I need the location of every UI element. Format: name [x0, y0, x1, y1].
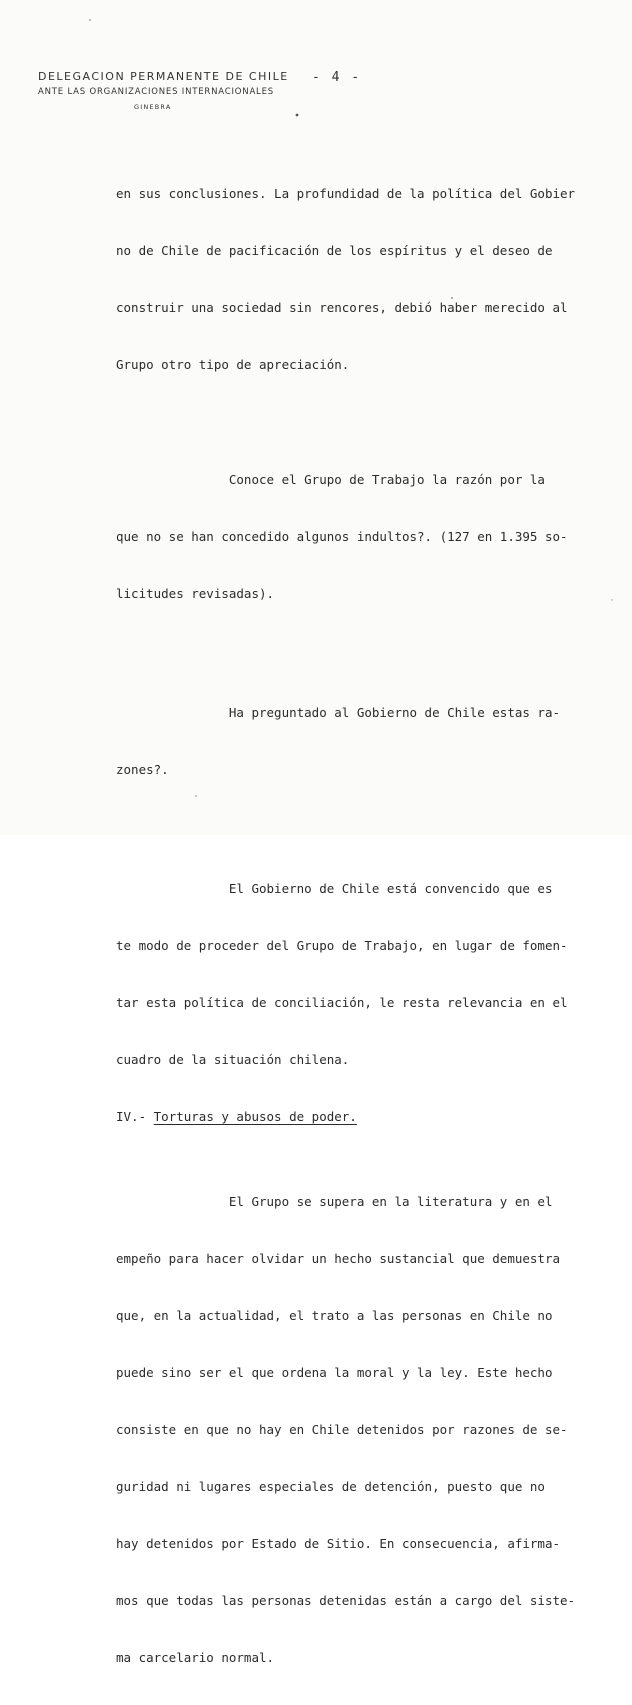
paragraph-1	[116, 146, 576, 412]
paragraph-4	[116, 841, 576, 1107]
letterhead-line-1: DELEGACION PERMANENTE DE CHILE	[38, 70, 289, 83]
section-heading	[116, 1107, 576, 1126]
text-line: El Gobierno de Chile está convencido que es	[116, 881, 553, 896]
text-line: ma carcelario normal.	[116, 1650, 275, 1665]
text-line: zones?.	[116, 762, 169, 777]
text-line: que, en la actualidad, el trato a las personas en Chile no	[116, 1308, 553, 1323]
text-line: construir una sociedad sin rencores, debió haber merecido al	[116, 300, 568, 315]
section-title: Torturas y abusos de poder.	[153, 1109, 357, 1124]
text-line: empeño para hacer olvidar un hecho sustancial que demuestra	[116, 1251, 561, 1266]
letterhead-line-2: ANTE LAS ORGANIZACIONES INTERNACIONALES	[38, 87, 274, 97]
text-line: puede sino ser el que ordena la moral y la ley. Este hecho	[116, 1365, 553, 1380]
text-line: Ha preguntado al Gobierno de Chile estas ra-	[116, 705, 561, 720]
text-line: El Grupo se supera en la literatura y en el	[116, 1194, 553, 1209]
text-line: en sus conclusiones. La profundidad de la política del Gobier	[116, 186, 576, 201]
letterhead-line-3: GINEBRA	[134, 103, 172, 111]
text-line: no de Chile de pacificación de los espíritus y el deseo de	[116, 243, 553, 258]
body-text	[116, 146, 576, 1705]
text-line: cuadro de la situación chilena.	[116, 1052, 350, 1067]
letterhead	[38, 70, 298, 111]
paragraph-2	[116, 432, 576, 641]
text-line: que no se han concedido algunos indultos?. (127 en 1.395 so-	[116, 529, 568, 544]
paragraph-5	[116, 1154, 576, 1705]
text-line: guridad ni lugares especiales de detención, puesto que no	[116, 1479, 545, 1494]
section-number: IV.-	[116, 1109, 154, 1124]
text-line: mos que todas las personas detenidas están a cargo del siste-	[116, 1593, 576, 1608]
page-number: - 4 -	[312, 70, 362, 85]
text-line: tar esta política de conciliación, le resta relevancia en el	[116, 995, 568, 1010]
text-line: Conoce el Grupo de Trabajo la razón por la	[116, 472, 545, 487]
text-line: te modo de proceder del Grupo de Trabajo, en lugar de fomen-	[116, 938, 568, 953]
text-line: hay detenidos por Estado de Sitio. En consecuencia, afirma-	[116, 1536, 561, 1551]
paragraph-3	[116, 665, 576, 817]
text-line: consiste en que no hay en Chile detenidos por razones de se-	[116, 1422, 568, 1437]
text-line: licitudes revisadas).	[116, 586, 275, 601]
text-line: Grupo otro tipo de apreciación.	[116, 357, 350, 372]
